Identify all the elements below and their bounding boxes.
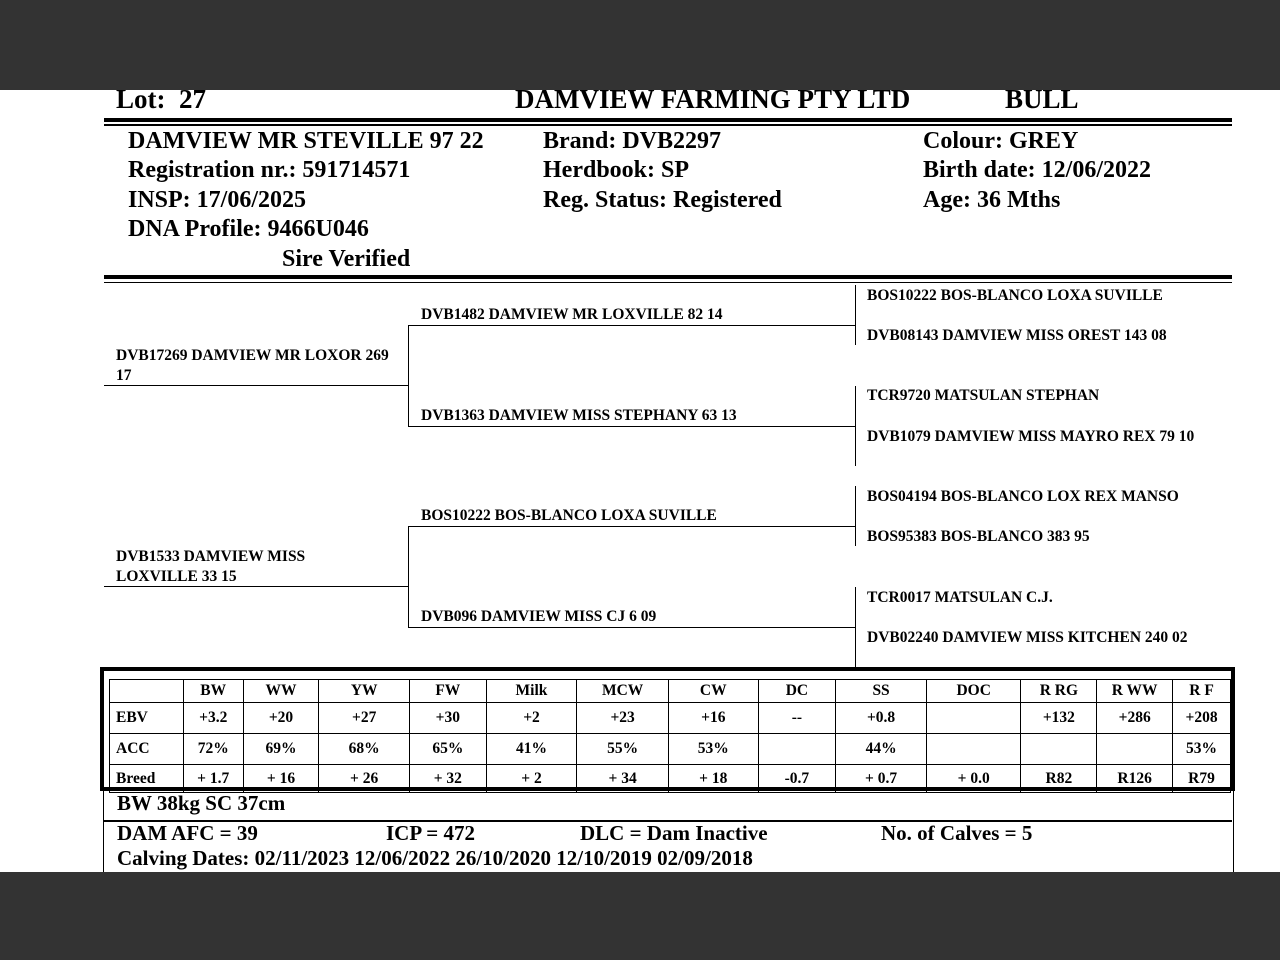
pedigree-ggp-8: DVB02240 DAMVIEW MISS KITCHEN 240 02 [867,629,1188,646]
pedigree-sire: DVB17269 DAMVIEW MR LOXOR 269 17 [116,347,389,384]
header-rule-thin [104,124,1232,126]
pedigree-ggp-5: BOS04194 BOS-BLANCO LOX REX MANSO [867,488,1179,505]
table-cell: + 16 [243,765,319,793]
table-cell: + 0.7 [836,765,927,793]
number-of-calves: No. of Calves = 5 [881,821,1033,845]
table-cell [1097,734,1173,765]
pedigree-ggp-7: TCR0017 MATSULAN C.J. [867,589,1053,606]
pedigree-dam-line [104,586,409,587]
pedigree-dam-sire-line [408,526,856,527]
icp: ICP = 472 [386,821,475,845]
pedigree-ggp-4: DVB1079 DAMVIEW MISS MAYRO REX 79 10 [867,428,1195,445]
pedigree-sire-dam: DVB1363 DAMVIEW MISS STEPHANY 63 13 [421,407,737,424]
herdbook: Herdbook: SP [543,157,690,183]
inspection-date: INSP: 17/06/2025 [128,187,307,213]
pedigree-dam-dam-line [408,627,856,628]
table-cell [758,734,836,765]
ebv-col-yw: YW [319,680,410,703]
pedigree-ggp-3: TCR9720 MATSULAN STEPHAN [867,387,1100,404]
table-cell: 65% [409,734,486,765]
ebv-col-milk: Milk [486,680,577,703]
info-rule-thin [104,282,1232,283]
table-cell: 72% [183,734,243,765]
row-label: ACC [110,734,184,765]
birth-date: Birth date: 12/06/2022 [923,157,1151,183]
pedigree-sire-sire: DVB1482 DAMVIEW MR LOXVILLE 82 14 [421,306,723,323]
ebv-row [110,703,1231,734]
table-cell: 44% [836,734,927,765]
table-cell: +3.2 [183,703,243,734]
pedigree-ggp-2: DVB08143 DAMVIEW MISS OREST 143 08 [867,327,1167,344]
row-label: Breed [110,765,184,793]
lot-label-text: Lot: [116,90,166,114]
dna-profile: DNA Profile: 9466U046 [128,216,369,242]
ebv-col-rf: R F [1173,680,1231,703]
ebv-col-doc: DOC [926,680,1021,703]
pedigree-bracket-ss [855,285,856,345]
table-cell: -- [758,703,836,734]
table-cell [1021,734,1097,765]
table-cell: +286 [1097,703,1173,734]
pedigree-ggp-6: BOS95383 BOS-BLANCO 383 95 [867,528,1090,545]
ebv-col-rww: R WW [1097,680,1173,703]
animal-name: DAMVIEW MR STEVILLE 97 22 [128,128,484,154]
table-cell: -0.7 [758,765,836,793]
sale-catalogue-page [0,90,1280,872]
table-cell: + 32 [409,765,486,793]
table-cell [926,703,1021,734]
table-cell: +20 [243,703,319,734]
table-cell: + 34 [577,765,669,793]
table-cell: + 26 [319,765,410,793]
dlc: DLC = Dam Inactive [580,821,768,845]
table-cell: +23 [577,703,669,734]
pedigree-ggp-1: BOS10222 BOS-BLANCO LOXA SUVILLE [867,287,1163,304]
table-cell: + 18 [668,765,758,793]
acc-row [110,734,1231,765]
pedigree-sire-line [104,385,409,386]
age: Age: 36 Mths [923,187,1061,213]
table-cell: R82 [1021,765,1097,793]
info-rule-thick [104,275,1232,279]
pedigree-dam-dam: DVB096 DAMVIEW MISS CJ 6 09 [421,608,657,625]
lot-label [116,90,206,115]
table-cell: + 1.7 [183,765,243,793]
pedigree-sire-sire-line [408,325,856,326]
measurements: BW 38kg SC 37cm [117,791,286,815]
sire-verified: Sire Verified [282,246,411,272]
pedigree-bracket-dam [408,526,409,627]
colour: Colour: GREY [923,128,1079,154]
ebv-col-ss: SS [836,680,927,703]
row-label: EBV [110,703,184,734]
pedigree-bracket-dd [855,587,856,667]
lot-number: 27 [179,90,206,114]
registration-status: Reg. Status: Registered [543,187,782,213]
ebv-col-cw: CW [668,680,758,703]
ebv-col-dc: DC [758,680,836,703]
table-cell: 53% [668,734,758,765]
dam-afc: DAM AFC = 39 [117,821,258,845]
pedigree-dam-sire: BOS10222 BOS-BLANCO LOXA SUVILLE [421,507,717,524]
table-cell [926,734,1021,765]
pedigree-sire-dam-line [408,426,856,427]
table-cell: + 0.0 [926,765,1021,793]
table-cell: 55% [577,734,669,765]
pedigree-dam: DVB1533 DAMVIEW MISS LOXVILLE 33 15 [116,548,306,585]
table-cell: +132 [1021,703,1097,734]
breed-row [110,765,1231,793]
table-cell: + 2 [486,765,577,793]
table-cell: 53% [1173,734,1231,765]
table-cell: +16 [668,703,758,734]
brand: Brand: DVB2297 [543,128,722,154]
ebv-col-ww: WW [243,680,319,703]
table-cell: +2 [486,703,577,734]
table-cell: 69% [243,734,319,765]
breeder-name: DAMVIEW FARMING PTY LTD [515,90,911,114]
ebv-col-bw: BW [183,680,243,703]
calving-dates: Calving Dates: 02/11/2023 12/06/2022 26/10/2020 12/10/2019 02/09/2018 [117,846,753,870]
ebv-table-frame [100,667,1235,791]
ebv-col-rrg: R RG [1021,680,1097,703]
table-cell: +208 [1173,703,1231,734]
table-cell: +27 [319,703,410,734]
table-cell: 41% [486,734,577,765]
table-cell: R126 [1097,765,1173,793]
ebv-header-row [110,680,1231,703]
table-cell: +30 [409,703,486,734]
table-cell: +0.8 [836,703,927,734]
pedigree-bracket-sire [408,325,409,426]
ebv-corner-cell [110,680,184,703]
header-rule-thick [104,118,1232,122]
registration-number: Registration nr.: 591714571 [128,157,411,183]
animal-sex: BULL [1005,90,1079,114]
table-cell: R79 [1173,765,1231,793]
table-cell: 68% [319,734,410,765]
ebv-table [109,679,1231,793]
pedigree-bracket-sd [855,386,856,466]
ebv-col-fw: FW [409,680,486,703]
pedigree-bracket-ds [855,486,856,546]
ebv-col-mcw: MCW [577,680,669,703]
